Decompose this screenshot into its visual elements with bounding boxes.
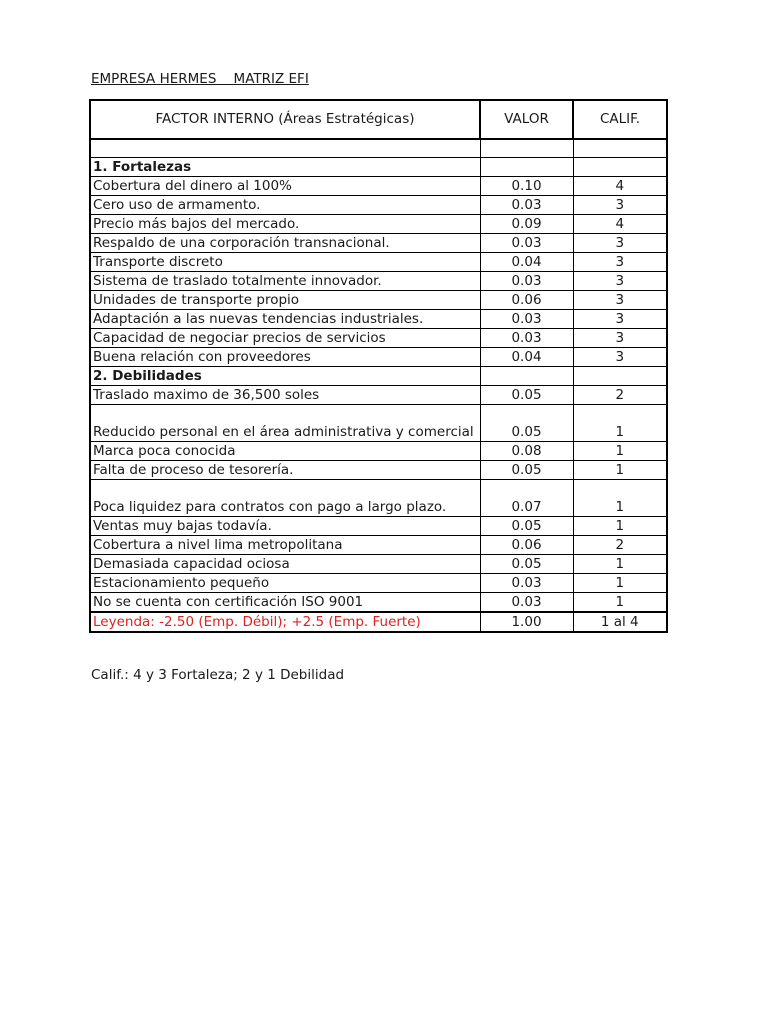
blank-cell (573, 158, 667, 177)
header-valor: VALOR (480, 100, 573, 139)
valor-cell: 0.08 (480, 442, 573, 461)
table-row (90, 329, 667, 348)
calif-cell: 2 (573, 536, 667, 555)
blank-cell (573, 367, 667, 386)
calif-cell: 1 (573, 574, 667, 593)
table-row (90, 480, 667, 517)
table-row (90, 177, 667, 196)
table-row (90, 405, 667, 442)
table-row (90, 291, 667, 310)
document-title: EMPRESA HERMES MATRIZ EFI (91, 71, 309, 87)
blank-row (90, 139, 667, 158)
valor-cell: 0.03 (480, 574, 573, 593)
factor-cell: Transporte discreto (90, 253, 480, 272)
factor-cell: Respaldo de una corporación transnacional. (90, 234, 480, 253)
table-row (90, 215, 667, 234)
calif-note: Calif.: 4 y 3 Fortaleza; 2 y 1 Debilidad (91, 667, 345, 683)
calif-cell: 3 (573, 348, 667, 367)
factor-cell: Reducido personal en el área administrativa y comercial (90, 405, 480, 442)
factor-cell: Traslado maximo de 36,500 soles (90, 386, 480, 405)
calif-cell: 4 (573, 215, 667, 234)
blank-cell (573, 139, 667, 158)
calif-cell: 3 (573, 234, 667, 253)
table-row (90, 442, 667, 461)
calif-cell: 3 (573, 196, 667, 215)
factor-cell: Capacidad de negociar precios de servicios (90, 329, 480, 348)
table-row (90, 310, 667, 329)
factor-cell: Precio más bajos del mercado. (90, 215, 480, 234)
valor-cell: 0.09 (480, 215, 573, 234)
blank-cell (480, 139, 573, 158)
valor-cell: 0.03 (480, 234, 573, 253)
valor-cell: 0.06 (480, 291, 573, 310)
factor-cell: Estacionamiento pequeño (90, 574, 480, 593)
calif-cell: 1 (573, 461, 667, 480)
table-row (90, 517, 667, 536)
section-label-fortalezas: 1. Fortalezas (90, 158, 480, 177)
factor-cell: Cobertura a nivel lima metropolitana (90, 536, 480, 555)
header-calif: CALIF. (573, 100, 667, 139)
calif-cell: 1 (573, 517, 667, 536)
factor-cell: Buena relación con proveedores (90, 348, 480, 367)
table-row (90, 386, 667, 405)
efi-matrix-table (89, 99, 668, 633)
table-row (90, 574, 667, 593)
blank-cell (480, 158, 573, 177)
calif-cell: 3 (573, 329, 667, 348)
section-row-fortalezas (90, 158, 667, 177)
section-label-debilidades: 2. Debilidades (90, 367, 480, 386)
calif-cell: 3 (573, 272, 667, 291)
blank-cell (480, 367, 573, 386)
calif-cell: 3 (573, 310, 667, 329)
factor-cell: Unidades de transporte propio (90, 291, 480, 310)
valor-cell: 1.00 (480, 612, 573, 632)
valor-cell: 0.03 (480, 593, 573, 613)
table-row (90, 253, 667, 272)
table-row (90, 461, 667, 480)
valor-cell: 0.06 (480, 536, 573, 555)
table-row (90, 536, 667, 555)
calif-cell: 1 (573, 555, 667, 574)
section-row-debilidades (90, 367, 667, 386)
valor-cell: 0.05 (480, 555, 573, 574)
factor-cell: Marca poca conocida (90, 442, 480, 461)
calif-cell: 1 (573, 405, 667, 442)
calif-cell: 4 (573, 177, 667, 196)
valor-cell: 0.05 (480, 405, 573, 442)
table-row (90, 196, 667, 215)
valor-cell: 0.03 (480, 272, 573, 291)
header-factor: FACTOR INTERNO (Áreas Estratégicas) (90, 100, 480, 139)
valor-cell: 0.03 (480, 196, 573, 215)
valor-cell: 0.03 (480, 310, 573, 329)
table-row (90, 593, 667, 613)
factor-cell: Cero uso de armamento. (90, 196, 480, 215)
factor-cell: Sistema de traslado totalmente innovador. (90, 272, 480, 291)
valor-cell: 0.03 (480, 329, 573, 348)
valor-cell: 0.05 (480, 517, 573, 536)
factor-cell: Demasiada capacidad ociosa (90, 555, 480, 574)
valor-cell: 0.05 (480, 386, 573, 405)
calif-cell: 1 (573, 480, 667, 517)
table-row (90, 555, 667, 574)
table-row (90, 234, 667, 253)
calif-cell: 3 (573, 253, 667, 272)
table-row (90, 272, 667, 291)
factor-cell: Leyenda: -2.50 (Emp. Débil); +2.5 (Emp. Fuerte) (90, 612, 480, 632)
blank-cell (90, 139, 480, 158)
valor-cell: 0.05 (480, 461, 573, 480)
factor-cell: Poca liquidez para contratos con pago a largo plazo. (90, 480, 480, 517)
factor-cell: Ventas muy bajas todavía. (90, 517, 480, 536)
factor-cell: Adaptación a las nuevas tendencias industriales. (90, 310, 480, 329)
valor-cell: 0.04 (480, 253, 573, 272)
table-header-row (90, 100, 667, 139)
table-row (90, 612, 667, 632)
valor-cell: 0.10 (480, 177, 573, 196)
factor-cell: Cobertura del dinero al 100% (90, 177, 480, 196)
valor-cell: 0.04 (480, 348, 573, 367)
factor-cell: No se cuenta con certificación ISO 9001 (90, 593, 480, 613)
calif-cell: 2 (573, 386, 667, 405)
calif-cell: 1 (573, 442, 667, 461)
table-row (90, 348, 667, 367)
calif-cell: 3 (573, 291, 667, 310)
calif-cell: 1 al 4 (573, 612, 667, 632)
factor-cell: Falta de proceso de tesorería. (90, 461, 480, 480)
calif-cell: 1 (573, 593, 667, 613)
valor-cell: 0.07 (480, 480, 573, 517)
